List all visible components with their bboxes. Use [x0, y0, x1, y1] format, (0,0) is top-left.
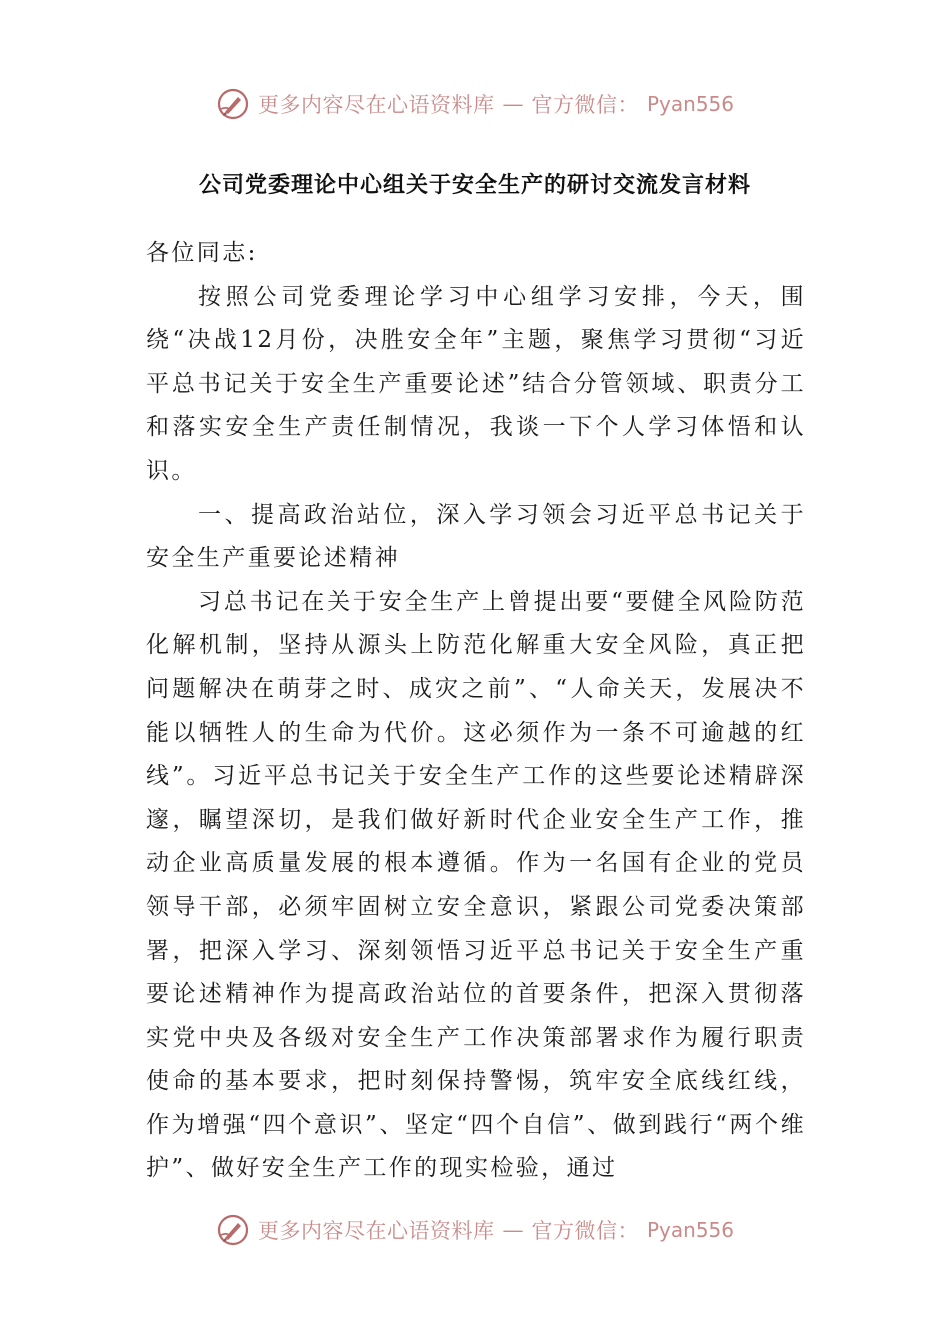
- watermark-wechat-label: 官方微信：: [531, 93, 639, 117]
- paragraph-body: 习总书记在关于安全生产上曾提出要“要健全风险防范化解机制，坚持从源头上防范化解重大安全风险，真正把问题解决在萌芽之时、成灾之前”、“人命关天，发展决不能以牺牲人的生命为代价。这必须作为一条不可逾越的红线”。习近平总书记关于安全生产工作的这些要论述精辟深邃，瞩望深切，是我们做好新时代企业安全生产工作，推动企业高质量发展的根本遵循。作为一名国有企业的党员领导干部，必须牢固树立安全意识，紧跟公司党委决策部署，把深入学习、深刻领悟习近平总书记关于安全生产重要论述精神作为提高政治站位的首要条件，把深入贯彻落实党中央及各级对安全生产工作决策部署求作为履行职责使命的基本要求，把时刻保持警惕，筑牢安全底线红线，作为增强“四个意识”、坚定“四个自信”、做到践行“两个维护”、做好安全生产工作的现实检验，通过: [146, 588, 806, 1182]
- watermark-site-text: 更多内容尽在心语资料库: [257, 1219, 495, 1243]
- document-body: [146, 232, 806, 1191]
- watermark-site-text: 更多内容尽在心语资料库: [257, 93, 495, 117]
- watermark-wechat-label: 官方微信：: [531, 1219, 639, 1243]
- footer-watermark: [0, 1210, 950, 1250]
- watermark-wechat-id: Pyan556: [646, 1218, 734, 1242]
- document-title: 公司党委理论中心组关于安全生产的研讨交流发言材料: [198, 173, 751, 198]
- paragraph-intro: 按照公司党委理论学习中心组学习安排，今天，围绕“决战12月份，决胜安全年”主题，聚焦学习贯彻“习近平总书记关于安全生产重要论述”结合分管领域、职责分工和落实安全生产责任制情况，我谈一下个人学习体悟和认识。: [146, 283, 806, 484]
- watermark-wechat-id: Pyan556: [646, 92, 734, 116]
- section-heading-1: 一、提高政治站位，深入学习领会习近平总书记关于安全生产重要论述精神: [146, 501, 806, 572]
- pen-logo-icon: [216, 87, 250, 121]
- salutation: 各位同志:: [146, 240, 258, 266]
- pen-logo-icon: [216, 1213, 250, 1247]
- header-watermark: [0, 84, 950, 124]
- watermark-separator: —: [502, 92, 524, 116]
- watermark-separator: —: [502, 1218, 524, 1242]
